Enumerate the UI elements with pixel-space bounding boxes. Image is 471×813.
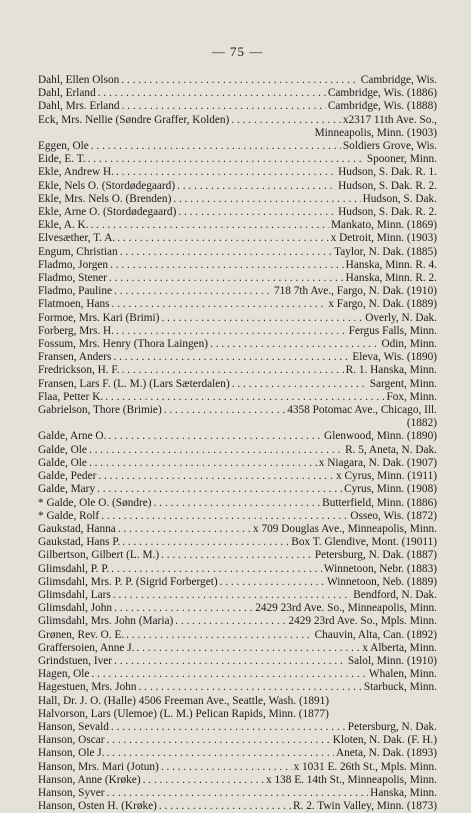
dot-leader (121, 74, 359, 87)
dot-leader (118, 523, 251, 536)
entry-continuation: (1882) (406, 417, 437, 430)
entry-place: Salol, Minn. (1910) (347, 654, 437, 667)
dot-leader (122, 100, 326, 113)
directory-entry (38, 563, 437, 576)
directory-entry (38, 153, 437, 166)
directory-entry (38, 800, 437, 813)
entry-place: Starbuck, Minn. (363, 681, 437, 694)
dot-leader (116, 166, 336, 179)
directory-entry (38, 734, 437, 747)
directory-entry (38, 298, 437, 311)
dot-leader (107, 734, 331, 747)
entry-name: Fladmo, Stener (38, 272, 108, 285)
entry-place: Hudson, S. Dak. R. 2. (338, 206, 437, 219)
entry-name: Eck, Mrs. Nellie (Søndre Graffer, Kolden) (38, 113, 230, 126)
directory-entry (38, 523, 437, 536)
entry-place: 718 7th Ave., Fargo, N. Dak. (1910) (273, 285, 437, 298)
entry-name: Fransen, Anders (38, 351, 112, 364)
entry-place: Glenwood, Minn. (1890) (324, 430, 437, 443)
directory-entry (38, 206, 437, 219)
directory-entry (38, 787, 437, 800)
entry-name: Dahl, Ellen Olson (38, 74, 120, 86)
entry-name: Flaa, Petter K. (38, 390, 104, 403)
entry-place: Petersburg, N. Dak. (1887) (314, 549, 437, 562)
dot-leader (88, 153, 365, 166)
directory-entry (38, 166, 437, 179)
directory-entry (38, 457, 437, 470)
dot-leader (110, 259, 344, 272)
dot-leader (159, 800, 291, 813)
directory-entry (38, 470, 437, 483)
entry-place: 2429 23rd Ave. So., Mpls. Minn. (288, 615, 437, 628)
entry-place: 2429 23rd Ave. So., Minneapolis, Minn. (255, 602, 437, 615)
dot-leader (210, 338, 379, 351)
page-number: — 75 — (211, 44, 264, 59)
directory-entry (38, 589, 437, 602)
entry-place: x 709 Douglas Ave., Minneapolis, Minn. (253, 522, 437, 535)
dot-leader (161, 761, 292, 774)
dot-leader (105, 391, 384, 404)
entry-place: Fergus Falls, Minn. (348, 324, 437, 337)
entry-name: Glimsdahl, John (38, 602, 113, 615)
entry-name: Glimsdahl, Mrs. P. P. (Sigrid Forberget) (38, 575, 218, 588)
directory-entry (38, 721, 437, 734)
entry-name: Galde, Ole (38, 443, 87, 456)
directory-entry (38, 338, 437, 351)
dot-leader (220, 576, 325, 589)
entry-name: Glimsdahl, Mrs. John (Maria) (38, 615, 174, 628)
directory-entry (38, 272, 437, 285)
entry-name: Galde, Ole (38, 456, 87, 469)
directory-entry (38, 536, 437, 549)
entry-place: Aneta, N. Dak. (1893) (335, 747, 437, 760)
entry-name: Grønen, Rev. O. E. (38, 628, 125, 641)
dot-leader (161, 312, 363, 325)
entry-name: Gilbertson, Gilbert (L. M.) (38, 549, 160, 562)
entry-name: Hall, Dr. J. O. (Halle) 4506 Freeman Ave., Seattle, Wash. (1891) (38, 694, 330, 707)
entry-name: Ekle, Mrs. Nels O. (Brenden) (38, 192, 172, 205)
entry-name: Fredrickson, H. F. (38, 364, 120, 377)
entry-name: Hanson, Ole J. (38, 747, 105, 760)
entry-name: Elvesæther, T. A. (38, 232, 116, 245)
entry-name: Ekle, A. K. (38, 219, 89, 232)
dot-leader (114, 655, 346, 668)
dot-leader (139, 681, 362, 694)
dot-leader (89, 457, 317, 470)
dot-leader (111, 721, 346, 734)
entry-name: * Galde, Ole O. (Søndre) (38, 496, 152, 509)
directory-entry (38, 246, 437, 259)
directory-entry (38, 629, 437, 642)
directory-entry (38, 444, 437, 457)
directory-entry (38, 140, 437, 153)
directory-entry (38, 74, 437, 87)
entry-place: Winnetoon, Nebr. (1883) (323, 562, 437, 575)
dot-leader (116, 325, 347, 338)
dot-leader (111, 563, 322, 576)
directory-entry (38, 114, 437, 127)
directory-entry (38, 774, 437, 787)
entry-place: Eleva, Wis. (1890) (352, 351, 437, 364)
directory-entry (38, 497, 437, 510)
dot-leader (89, 444, 343, 457)
dot-leader (164, 404, 286, 417)
entry-name: Ekle, Andrew H. (38, 166, 114, 179)
entry-place: Odin, Minn. (381, 338, 437, 351)
entry-name: Forberg, Mrs. H. (38, 324, 115, 337)
entry-name: Flatmoen, Hans (38, 298, 110, 311)
entry-place: Chauvin, Alta, Can. (1892) (314, 628, 437, 641)
dot-leader (98, 87, 326, 100)
entry-name: Hagen, Ole (38, 668, 90, 681)
entry-place: x Detroit, Minn. (1903) (330, 232, 437, 245)
dot-leader (97, 483, 342, 496)
entry-name: Gaukstad, Hans P. (38, 536, 121, 549)
directory-entry (38, 695, 437, 708)
entry-name: Formoe, Mrs. Kari (Brimi) (38, 311, 160, 324)
entry-place: x 138 E. 14th St., Minneapolis, Minn. (265, 773, 437, 786)
dot-leader (113, 351, 350, 364)
directory-entry (38, 364, 437, 377)
directory-entry (38, 325, 437, 338)
entry-name: Glimsdahl, P. P. (38, 562, 110, 575)
directory-entry (38, 747, 437, 760)
dot-leader (113, 589, 351, 602)
dot-leader (231, 114, 341, 127)
dot-leader (107, 747, 334, 760)
entry-name: Fossum, Mrs. Henry (Thora Laingen) (38, 338, 209, 351)
directory-entry (38, 312, 437, 325)
entry-place: Hudson, S. Dak. (362, 192, 437, 205)
entry-place: Fox, Minn. (386, 390, 437, 403)
entry-name: Eggen, Ole (38, 140, 89, 153)
entry-name: Galde, Mary (38, 483, 96, 496)
directory-entry (38, 430, 437, 443)
entry-list (38, 74, 437, 813)
dot-leader (154, 497, 321, 510)
directory-entry (38, 180, 437, 193)
dot-leader (122, 536, 289, 549)
entry-place: Petersburg, N. Dak. (347, 720, 437, 733)
entry-name: Ekle, Arne O. (Stordødegaard) (38, 206, 177, 219)
entry-place: x Niagara, N. Dak. (1907) (318, 456, 437, 469)
entry-name: Eide, E. T. (38, 153, 86, 166)
dot-leader (161, 549, 313, 562)
dot-leader (112, 298, 327, 311)
directory-entry (38, 602, 437, 615)
dot-leader (143, 774, 264, 787)
entry-name: Galde, Peder (38, 470, 97, 483)
entry-name: Gaukstad, Hanna (38, 522, 116, 535)
entry-name: Glimsdahl, Lars (38, 588, 111, 601)
directory-entry (38, 761, 437, 774)
entry-place: Whalen, Minn. (368, 668, 437, 681)
entry-place: 4358 Potomac Ave., Chicago, Ill. (287, 404, 437, 417)
entry-name: Graffersoien, Anne J. (38, 641, 135, 654)
dot-leader (178, 206, 336, 219)
entry-place: Cambridge, Wis. (360, 74, 437, 86)
directory-entry (38, 87, 437, 100)
directory-entry (38, 219, 437, 232)
directory-entry (38, 193, 437, 206)
dot-leader (173, 193, 360, 206)
entry-name: Grindstuen, Iver (38, 654, 113, 667)
entry-place: Cambridge, Wis. (1888) (327, 100, 437, 113)
dot-leader (126, 629, 312, 642)
directory-entry (38, 483, 437, 496)
dot-leader (114, 602, 253, 615)
directory-entry (38, 351, 437, 364)
entry-place: R. 2. Twin Valley, Minn. (1873) (293, 800, 437, 813)
directory-entry (38, 549, 437, 562)
directory-entry (38, 655, 437, 668)
entry-name: Hanson, Mrs. Mari (Jotun) (38, 760, 159, 773)
entry-place: Hanska, Minn. R. 4. (345, 258, 437, 271)
entry-place: Hudson, S. Dak. R. 2. (338, 179, 437, 192)
entry-name: Dahl, Erland (38, 87, 96, 100)
entry-name: Ekle, Nels O. (Stordødegaard) (38, 179, 176, 192)
entry-name: Hanson, Sevald (38, 720, 109, 733)
dot-leader (117, 232, 328, 245)
entry-name: Engum, Christian (38, 245, 118, 258)
entry-place: Box T. Glendive, Mont. (19011) (291, 536, 437, 549)
entry-place: x Alberta, Minn. (362, 641, 437, 654)
dot-leader (98, 470, 334, 483)
entry-place: Hudson, S. Dak. R. 1. (338, 166, 437, 179)
entry-place: Mankato, Minn. (1869) (330, 219, 437, 232)
dot-leader (136, 642, 360, 655)
directory-entry (38, 259, 437, 272)
entry-continuation: Minneapolis, Minn. (1903) (314, 126, 437, 139)
entry-name: Hanson, Osten H. (Krøke) (38, 800, 157, 813)
entry-place: Kloten, N. Dak. (F. H.) (332, 734, 437, 747)
dot-leader (101, 510, 348, 523)
entry-place: Winnetoon, Neb. (1889) (327, 575, 437, 588)
directory-entry (38, 285, 437, 298)
entry-place: R. 1. Hanska, Minn. (345, 364, 437, 377)
entry-place: Taylor, N. Dak. (1885) (334, 245, 437, 258)
directory-entry (38, 642, 437, 655)
entry-name: Hagestuen, Mrs. John (38, 681, 137, 694)
directory-entry (38, 391, 437, 404)
entry-name: Fransen, Lars F. (L. M.) (Lars Sæterdalen) (38, 377, 230, 390)
entry-name: Gabrielson, Thore (Brimie) (38, 404, 162, 417)
dot-leader (109, 272, 344, 285)
directory-entry (38, 615, 437, 628)
entry-place: x2317 11th Ave. So., (342, 113, 437, 126)
entry-place: Cambridge, Wis. (1886) (327, 87, 437, 100)
directory-entry (38, 576, 437, 589)
entry-name: Fladmo, Pauline (38, 285, 113, 298)
directory-entry (38, 100, 437, 113)
entry-name: Halvorson, Lars (Ulemoe) (L. M.) Pelican Rapids, Minn. (1877) (38, 707, 329, 720)
entry-name: * Galde, Rolf (38, 509, 100, 522)
directory-entry (38, 668, 437, 681)
dot-leader (175, 615, 286, 628)
entry-place: Hanska, Minn. (370, 786, 437, 799)
directory-entry (38, 232, 437, 245)
entry-name: Fladmo, Jorgen (38, 258, 109, 271)
directory-entry (38, 404, 437, 417)
directory-entry (38, 378, 437, 391)
entry-place: x 1031 E. 26th St., Mpls. Minn. (293, 760, 437, 773)
dot-leader (177, 180, 336, 193)
dot-leader (91, 140, 341, 153)
dot-leader (114, 285, 272, 298)
dot-leader (232, 378, 368, 391)
entry-place: Cyrus, Minn. (1908) (344, 483, 437, 496)
entry-name: Dahl, Mrs. Erland (38, 100, 120, 113)
dot-leader (91, 668, 366, 681)
dot-leader (122, 364, 344, 377)
entry-name: Hanson, Oscar (38, 734, 105, 747)
entry-place: Butterfield, Minn. (1886) (322, 496, 437, 509)
directory-entry (38, 708, 437, 721)
entry-place: Osseo, Wis. (1872) (350, 509, 437, 522)
directory-entry (38, 681, 437, 694)
entry-name: Galde, Arne O. (38, 430, 107, 443)
dot-leader (91, 219, 329, 232)
entry-place: Overly, N. Dak. (365, 311, 437, 324)
dot-leader (108, 430, 322, 443)
dot-leader (107, 787, 369, 800)
entry-place: Spooner, Minn. (366, 153, 437, 166)
dot-leader (120, 246, 332, 259)
entry-place: R. 5, Aneta, N. Dak. (345, 443, 437, 456)
directory-entry (38, 510, 437, 523)
entry-name: Hanson, Syver (38, 786, 105, 799)
entry-name: Hanson, Anne (Krøke) (38, 773, 141, 786)
entry-place: x Fargo, N. Dak. (1889) (328, 298, 437, 311)
entry-place: x Cyrus, Minn. (1911) (336, 470, 437, 483)
entry-place: Bendford, N. Dak. (353, 588, 437, 601)
entry-place: Hanska, Minn. R. 2. (345, 272, 437, 285)
entry-place: Sargent, Minn. (369, 377, 437, 390)
entry-place: Soldiers Grove, Wis. (342, 140, 437, 153)
